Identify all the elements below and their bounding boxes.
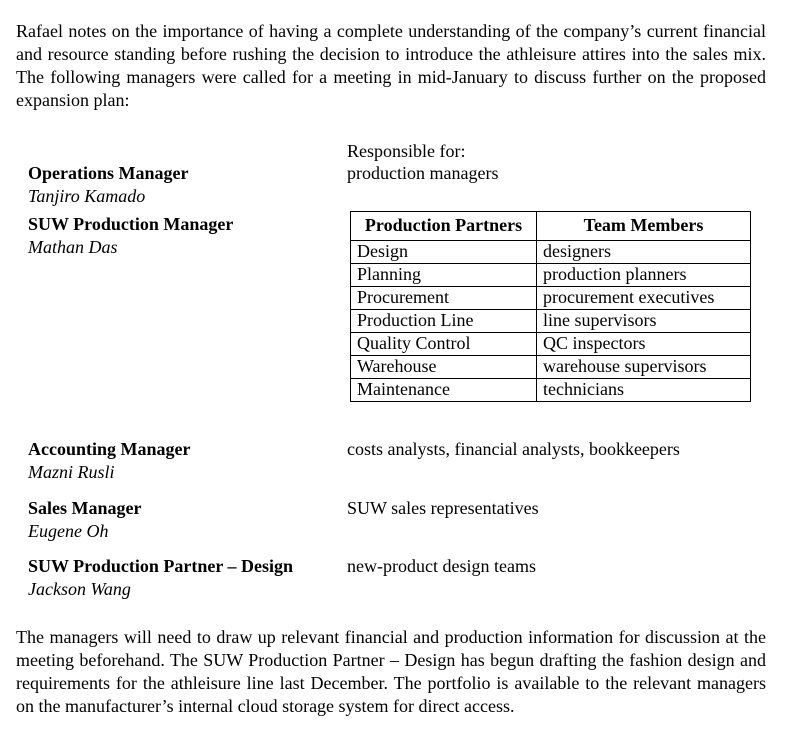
suw-production-manager-title: SUW Production Manager: [28, 214, 234, 234]
sales-manager-title: Sales Manager: [28, 498, 142, 518]
table-header-production-partners: Production Partners: [351, 212, 537, 241]
table-header-team-members: Team Members: [537, 212, 751, 241]
table-row: [351, 333, 751, 356]
partner-cell: Production Line: [351, 310, 537, 333]
table-row: [351, 287, 751, 310]
partner-cell: Quality Control: [351, 333, 537, 356]
design-partner-title: SUW Production Partner – Design: [28, 556, 294, 576]
partner-cell: Design: [351, 241, 537, 264]
table-row: [351, 379, 751, 402]
design-partner-name: Jackson Wang: [28, 579, 131, 599]
closing-paragraph: The managers will need to draw up relevant financial and production information for discussion at the meeting beforehand. The SUW Production Partner – Design has begun drafting the fashion design and requirements for the athleisure line last December. The portfolio is available to the relevant managers on the manufacturer’s internal cloud storage system for direct access.: [16, 627, 766, 716]
accounting-manager-name: Mazni Rusli: [28, 462, 115, 482]
accounting-manager-title: Accounting Manager: [28, 439, 191, 459]
intro-paragraph: Rafael notes on the importance of having a complete understanding of the company’s current financial and resource standing before rushing the decision to introduce the athleisure attires into the sales mix. The following managers were called for a meeting in mid-January to discuss further on the proposed expansion plan:: [16, 21, 766, 110]
production-partners-table: [350, 211, 751, 402]
partner-cell: Maintenance: [351, 379, 537, 402]
partner-cell: Warehouse: [351, 356, 537, 379]
operations-manager-responsibility: production managers: [347, 163, 499, 183]
responsible-header: Responsible for:: [347, 141, 466, 161]
operations-manager-name: Tanjiro Kamado: [28, 186, 146, 206]
suw-production-manager-name: Mathan Das: [28, 237, 118, 257]
operations-manager-title: Operations Manager: [28, 163, 189, 183]
sales-manager-responsibility: SUW sales representatives: [347, 498, 539, 518]
team-member-cell: technicians: [537, 379, 751, 402]
design-partner-responsibility: new-product design teams: [347, 556, 536, 576]
team-member-cell: production planners: [537, 264, 751, 287]
team-member-cell: procurement executives: [537, 287, 751, 310]
table-row: [351, 310, 751, 333]
team-member-cell: warehouse supervisors: [537, 356, 751, 379]
partner-cell: Procurement: [351, 287, 537, 310]
accounting-manager-responsibility: costs analysts, financial analysts, bookkeepers: [347, 439, 680, 459]
table-row: [351, 241, 751, 264]
table-row: [351, 264, 751, 287]
team-member-cell: designers: [537, 241, 751, 264]
partner-cell: Planning: [351, 264, 537, 287]
table-header-row: [351, 212, 751, 241]
sales-manager-name: Eugene Oh: [28, 521, 109, 541]
team-member-cell: line supervisors: [537, 310, 751, 333]
table-row: [351, 356, 751, 379]
team-member-cell: QC inspectors: [537, 333, 751, 356]
